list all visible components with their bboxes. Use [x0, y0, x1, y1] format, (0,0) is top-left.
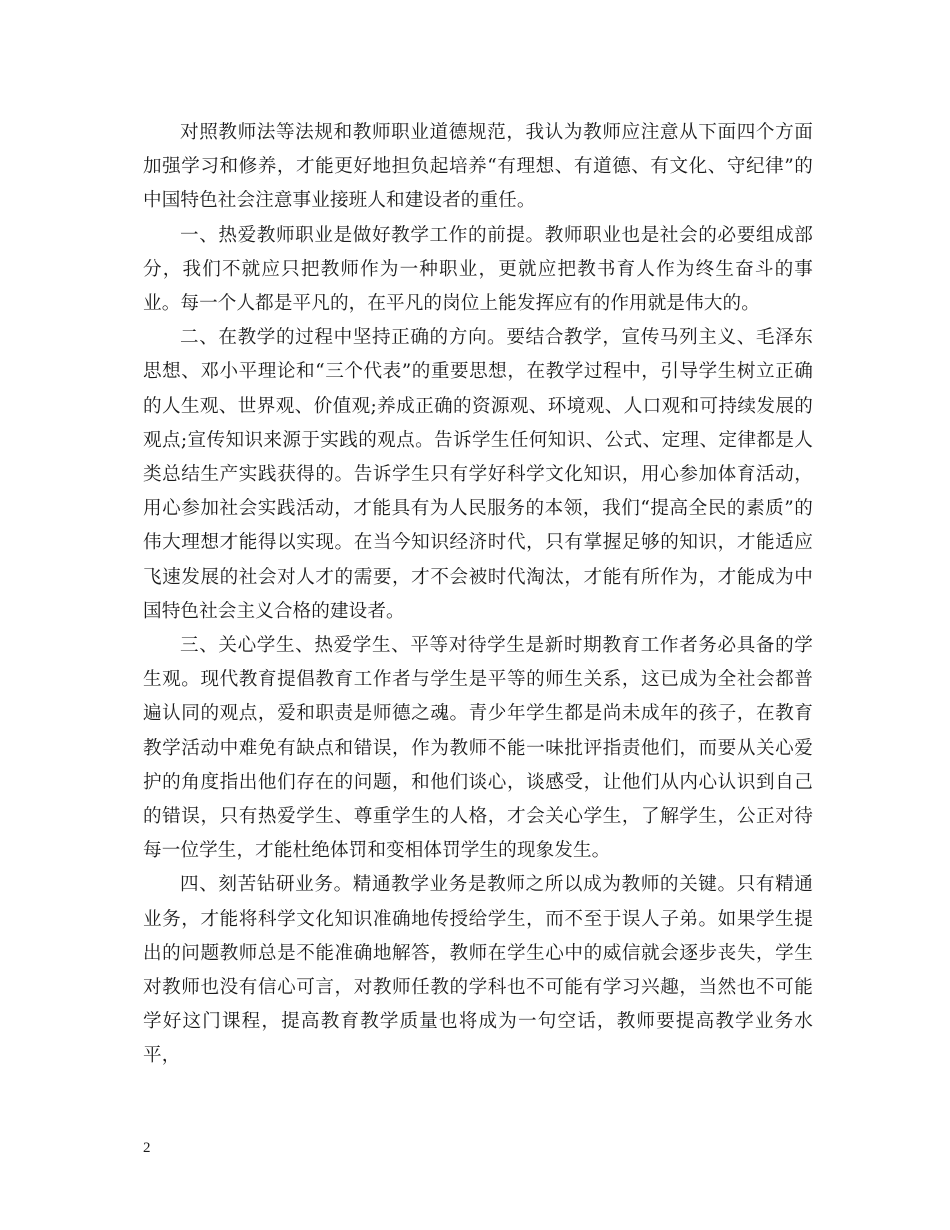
paragraph-point-four: 四、刻苦钻研业务。精通教学业务是教师之所以成为教师的关键。只有精通业务，才能将科学文化知识准确地传授给学生，而不至于误人子弟。如果学生提出的问题教师总是不能准确地解答，教师在学生心中的威信就会逐步丧失，学生对教师也没有信心可言，对教师任教的学科也不可能有学习兴趣，当然也不可能学好这门课程，提高教育教学质量也将成为一句空话，教师要提高教学业务水平， — [143, 874, 813, 1067]
document-body — [143, 116, 813, 1074]
paragraph-intro: 对照教师法等法规和教师职业道德规范，我认为教师应注意从下面四个方面加强学习和修养，才能更好地担负起培养“有理想、有道德、有文化、守纪律”的中国特色社会注意事业接班人和建设者的重任。 — [143, 122, 813, 212]
paragraph-point-three: 三、关心学生、热爱学生、平等对待学生是新时期教育工作者务必具备的学生观。现代教育提倡教育工作者与学生是平等的师生关系，这已成为全社会都普遍认同的观点，爱和职责是师德之魂。青少年学生都是尚未成年的孩子，在教育教学活动中难免有缺点和错误，作为教师不能一味批评指责他们，而要从关心爱护的角度指出他们存在的问题，和他们谈心，谈感受，让他们从内心认识到自己的错误，只有热爱学生、尊重学生的人格，才会关心学生，了解学生，公正对待每一位学生，才能杜绝体罚和变相体罚学生的现象发生。 — [143, 635, 813, 862]
page-number: 2 — [143, 1140, 151, 1156]
paragraph-point-one: 一、热爱教师职业是做好教学工作的前提。教师职业也是社会的必要组成部分，我们不就应只把教师作为一种职业，更就应把教书育人作为终生奋斗的事业。每一个人都是平凡的，在平凡的岗位上能发挥应有的作用就是伟大的。 — [143, 224, 813, 315]
paragraph-point-two: 二、在教学的过程中坚持正确的方向。要结合教学，宣传马列主义、毛泽东思想、邓小平理论和“三个代表”的重要思想，在教学过程中，引导学生树立正确的人生观、世界观、价值观;养成正确的资源观、环境观、人口观和可持续发展的观点;宣传知识来源于实践的观点。告诉学生任何知识、公式、定理、定律都是人类总结生产实践获得的。告诉学生只有学好科学文化知识，用心参加体育活动，用心参加社会实践活动，才能具有为人民服务的本领，我们“提高全民的素质”的伟大理想才能得以实现。在当今知识经济时代，只有掌握足够的知识，才能适应飞速发展的社会对人才的需要，才不会被时代淘汰，才能有所作为，才能成为中国特色社会主义合格的建设者。 — [143, 327, 813, 622]
